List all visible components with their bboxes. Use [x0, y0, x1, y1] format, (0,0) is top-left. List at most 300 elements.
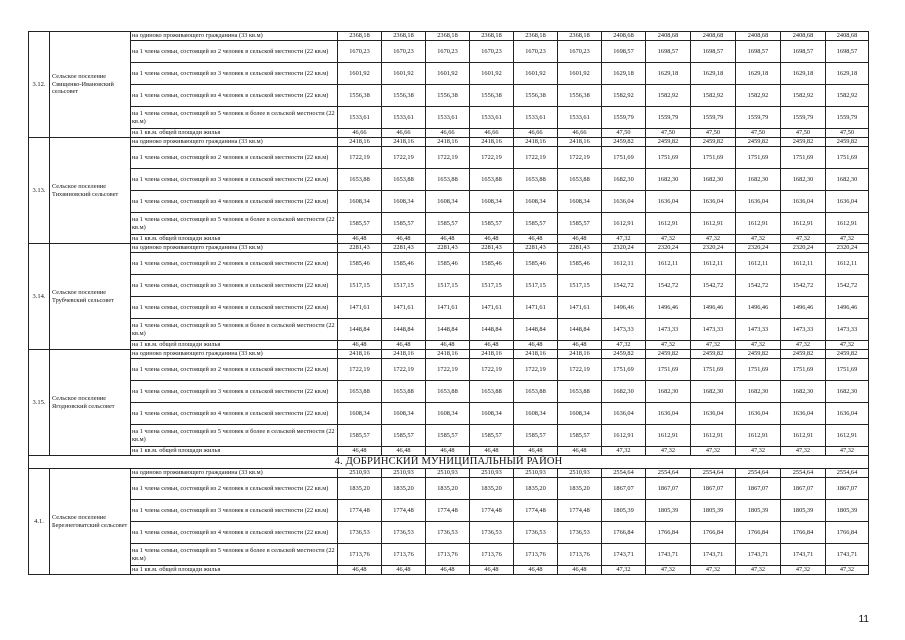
value-cell: 2459,82 — [736, 138, 781, 147]
value-cell: 1585,57 — [338, 213, 382, 235]
value-cell: 1559,79 — [646, 107, 691, 129]
value-cell: 1751,69 — [602, 147, 646, 169]
value-cell: 1556,38 — [382, 85, 426, 107]
value-cell: 1698,57 — [781, 41, 826, 63]
value-cell: 1682,30 — [781, 169, 826, 191]
table-row — [29, 522, 869, 544]
value-cell: 1585,57 — [558, 425, 602, 447]
row-description: на 1 члена семьи, состоящей из 3 человек в сельской местности (22 кв.м) — [131, 169, 338, 191]
value-cell: 1805,39 — [736, 500, 781, 522]
table-row — [29, 253, 869, 275]
value-cell: 2281,43 — [470, 244, 514, 253]
value-cell: 47,32 — [691, 235, 736, 244]
value-cell: 2459,82 — [602, 138, 646, 147]
value-cell: 47,32 — [691, 341, 736, 350]
value-cell: 1582,92 — [826, 85, 869, 107]
value-cell: 1736,53 — [470, 522, 514, 544]
row-description: на 1 члена семьи, состоящей из 3 человек в сельской местности (22 кв.м) — [131, 63, 338, 85]
value-cell: 47,50 — [691, 129, 736, 138]
value-cell: 1835,20 — [426, 478, 470, 500]
value-cell: 1601,92 — [470, 63, 514, 85]
value-cell: 1682,30 — [691, 381, 736, 403]
value-cell: 1805,39 — [691, 500, 736, 522]
value-cell: 46,66 — [558, 129, 602, 138]
value-cell: 1533,61 — [470, 107, 514, 129]
value-cell: 1867,07 — [602, 478, 646, 500]
value-cell: 2408,68 — [691, 32, 736, 41]
value-cell: 1636,04 — [826, 191, 869, 213]
value-cell: 2408,68 — [646, 32, 691, 41]
value-cell: 1736,53 — [426, 522, 470, 544]
value-cell: 1585,57 — [338, 425, 382, 447]
value-cell: 1582,92 — [691, 85, 736, 107]
value-cell: 1608,34 — [514, 191, 558, 213]
value-cell: 1713,76 — [470, 544, 514, 566]
value-cell: 1629,18 — [826, 63, 869, 85]
value-cell: 2418,16 — [382, 350, 426, 359]
value-cell: 46,48 — [470, 341, 514, 350]
value-cell: 1682,30 — [781, 381, 826, 403]
value-cell: 2554,64 — [691, 469, 736, 478]
value-cell: 1751,69 — [781, 147, 826, 169]
settlement-code: 4.1. — [29, 469, 50, 575]
value-cell: 46,48 — [470, 447, 514, 456]
value-cell: 1448,84 — [382, 319, 426, 341]
value-cell: 2418,16 — [514, 138, 558, 147]
value-cell: 1736,53 — [514, 522, 558, 544]
value-cell: 1751,69 — [602, 359, 646, 381]
value-cell: 1601,92 — [514, 63, 558, 85]
table-row — [29, 63, 869, 85]
value-cell: 2459,82 — [646, 138, 691, 147]
row-description: на 1 члена семьи, состоящей из 5 человек и более в сельской местности (22 кв.м) — [131, 213, 338, 235]
value-cell: 1722,19 — [470, 359, 514, 381]
value-cell: 1670,23 — [514, 41, 558, 63]
value-cell: 2459,82 — [826, 350, 869, 359]
value-cell: 1585,57 — [382, 213, 426, 235]
value-cell: 1636,04 — [781, 191, 826, 213]
value-cell: 47,50 — [646, 129, 691, 138]
value-cell: 1653,88 — [470, 381, 514, 403]
settlement-name: Сельское поселение Березнеговатский сельсовет — [50, 469, 131, 575]
value-cell: 1751,69 — [826, 147, 869, 169]
value-cell: 1698,57 — [736, 41, 781, 63]
value-cell: 46,66 — [382, 129, 426, 138]
value-cell: 47,32 — [691, 566, 736, 575]
value-cell: 1682,30 — [736, 381, 781, 403]
value-cell: 1517,15 — [470, 275, 514, 297]
value-cell: 47,50 — [736, 129, 781, 138]
value-cell: 1698,57 — [826, 41, 869, 63]
value-cell: 2320,24 — [646, 244, 691, 253]
value-cell: 1582,92 — [646, 85, 691, 107]
value-cell: 47,32 — [826, 235, 869, 244]
value-cell: 1766,84 — [691, 522, 736, 544]
value-cell: 1722,19 — [338, 147, 382, 169]
value-cell: 1517,15 — [426, 275, 470, 297]
value-cell: 1835,20 — [558, 478, 602, 500]
value-cell: 46,48 — [514, 566, 558, 575]
value-cell: 1629,18 — [646, 63, 691, 85]
value-cell: 1653,88 — [558, 381, 602, 403]
value-cell: 1766,84 — [736, 522, 781, 544]
value-cell: 47,50 — [602, 129, 646, 138]
value-cell: 1612,91 — [691, 425, 736, 447]
row-description: на 1 кв.м. общей площади жилья — [131, 235, 338, 244]
value-cell: 1448,84 — [338, 319, 382, 341]
value-cell: 1670,23 — [338, 41, 382, 63]
value-cell: 1743,71 — [646, 544, 691, 566]
row-description: на 1 кв.м. общей площади жилья — [131, 129, 338, 138]
value-cell: 1636,04 — [646, 403, 691, 425]
value-cell: 46,48 — [426, 447, 470, 456]
row-description: на 1 члена семьи, состоящей из 2 человек в сельской местности (22 кв.м) — [131, 147, 338, 169]
value-cell: 1471,61 — [514, 297, 558, 319]
row-description: на одиноко проживающего гражданина (33 кв.м) — [131, 350, 338, 359]
value-cell: 1835,20 — [470, 478, 514, 500]
value-cell: 1473,33 — [602, 319, 646, 341]
value-cell: 1766,84 — [826, 522, 869, 544]
value-cell: 1751,69 — [736, 359, 781, 381]
value-cell: 1542,72 — [736, 275, 781, 297]
value-cell: 1585,46 — [338, 253, 382, 275]
value-cell: 1774,48 — [470, 500, 514, 522]
settlement-name: Сельское поселение Тихвиновский сельсовет — [50, 138, 131, 244]
value-cell: 2320,24 — [602, 244, 646, 253]
value-cell: 2281,43 — [514, 244, 558, 253]
row-description: на 1 члена семьи, состоящей из 5 человек и более в сельской местности (22 кв.м) — [131, 425, 338, 447]
value-cell: 1471,61 — [426, 297, 470, 319]
value-cell: 1612,91 — [826, 213, 869, 235]
value-cell: 2320,24 — [781, 244, 826, 253]
value-cell: 1612,91 — [602, 425, 646, 447]
value-cell: 1805,39 — [781, 500, 826, 522]
value-cell: 1629,18 — [691, 63, 736, 85]
value-cell: 1636,04 — [781, 403, 826, 425]
value-cell: 47,32 — [781, 447, 826, 456]
value-cell: 1612,11 — [781, 253, 826, 275]
table-row — [29, 147, 869, 169]
value-cell: 1608,34 — [382, 403, 426, 425]
value-cell: 46,48 — [426, 341, 470, 350]
table-row — [29, 403, 869, 425]
value-cell: 1448,84 — [514, 319, 558, 341]
value-cell: 1636,04 — [736, 191, 781, 213]
value-cell: 1556,38 — [558, 85, 602, 107]
value-cell: 2418,16 — [382, 138, 426, 147]
value-cell: 46,48 — [558, 341, 602, 350]
value-cell: 1722,19 — [514, 359, 558, 381]
row-description: на 1 члена семьи, состоящей из 2 человек в сельской местности (22 кв.м) — [131, 359, 338, 381]
table-section-before-district — [29, 32, 869, 456]
value-cell: 1653,88 — [514, 169, 558, 191]
value-cell: 47,32 — [646, 447, 691, 456]
value-cell: 2418,16 — [426, 138, 470, 147]
value-cell: 1608,34 — [382, 191, 426, 213]
value-cell: 2368,18 — [382, 32, 426, 41]
value-cell: 1751,69 — [736, 147, 781, 169]
row-description: на 1 члена семьи, состоящей из 3 человек в сельской местности (22 кв.м) — [131, 275, 338, 297]
value-cell: 1751,69 — [646, 359, 691, 381]
value-cell: 2418,16 — [558, 138, 602, 147]
value-cell: 47,50 — [826, 129, 869, 138]
value-cell: 1612,91 — [826, 425, 869, 447]
value-cell: 1653,88 — [382, 381, 426, 403]
value-cell: 1805,39 — [646, 500, 691, 522]
value-cell: 2418,16 — [558, 350, 602, 359]
value-cell: 47,32 — [736, 341, 781, 350]
value-cell: 1612,11 — [736, 253, 781, 275]
value-cell: 1473,33 — [826, 319, 869, 341]
value-cell: 1636,04 — [691, 403, 736, 425]
value-cell: 2281,43 — [558, 244, 602, 253]
value-cell: 46,48 — [426, 566, 470, 575]
value-cell: 1612,11 — [646, 253, 691, 275]
value-cell: 1542,72 — [602, 275, 646, 297]
value-cell: 1608,34 — [558, 403, 602, 425]
value-cell: 46,66 — [426, 129, 470, 138]
value-cell: 1496,46 — [691, 297, 736, 319]
value-cell: 46,48 — [470, 235, 514, 244]
value-cell: 1722,19 — [338, 359, 382, 381]
value-cell: 1471,61 — [558, 297, 602, 319]
settlement-name: Сельское поселение Трубчевский сельсовет — [50, 244, 131, 350]
value-cell: 46,48 — [558, 566, 602, 575]
value-cell: 1582,92 — [736, 85, 781, 107]
value-cell: 1653,88 — [426, 381, 470, 403]
table-row — [29, 341, 869, 350]
value-cell: 1582,92 — [602, 85, 646, 107]
value-cell: 47,32 — [646, 341, 691, 350]
value-cell: 2408,68 — [736, 32, 781, 41]
value-cell: 1751,69 — [781, 359, 826, 381]
value-cell: 1585,57 — [470, 425, 514, 447]
value-cell: 1542,72 — [826, 275, 869, 297]
value-cell: 47,32 — [602, 235, 646, 244]
value-cell: 1612,91 — [781, 213, 826, 235]
value-cell: 1559,79 — [602, 107, 646, 129]
value-cell: 1743,71 — [736, 544, 781, 566]
value-cell: 47,32 — [736, 447, 781, 456]
value-cell: 1751,69 — [646, 147, 691, 169]
value-cell: 1517,15 — [514, 275, 558, 297]
value-cell: 1496,46 — [826, 297, 869, 319]
tariff-table — [28, 31, 869, 575]
page-number: 11 — [858, 614, 869, 625]
value-cell: 1670,23 — [558, 41, 602, 63]
value-cell: 46,48 — [382, 235, 426, 244]
table-row — [29, 359, 869, 381]
row-description: на 1 члена семьи, состоящей из 2 человек в сельской местности (22 кв.м) — [131, 253, 338, 275]
value-cell: 1751,69 — [691, 147, 736, 169]
table-row — [29, 297, 869, 319]
value-cell: 47,32 — [826, 447, 869, 456]
value-cell: 47,32 — [781, 341, 826, 350]
table-row — [29, 500, 869, 522]
table-row — [29, 319, 869, 341]
table-row — [29, 235, 869, 244]
value-cell: 46,48 — [558, 447, 602, 456]
row-description: на 1 кв.м. общей площади жилья — [131, 447, 338, 456]
value-cell: 1448,84 — [426, 319, 470, 341]
value-cell: 1751,69 — [826, 359, 869, 381]
value-cell: 1805,39 — [826, 500, 869, 522]
value-cell: 2368,18 — [426, 32, 470, 41]
value-cell: 1533,61 — [558, 107, 602, 129]
value-cell: 2554,64 — [781, 469, 826, 478]
value-cell: 1471,61 — [338, 297, 382, 319]
value-cell: 1682,30 — [602, 169, 646, 191]
settlement-name: Сельское поселение Ягодновский сельсовет — [50, 350, 131, 456]
value-cell: 1585,57 — [382, 425, 426, 447]
value-cell: 1835,20 — [382, 478, 426, 500]
value-cell: 1612,91 — [602, 213, 646, 235]
value-cell: 1473,33 — [736, 319, 781, 341]
value-cell: 1736,53 — [338, 522, 382, 544]
value-cell: 46,48 — [470, 566, 514, 575]
row-description: на 1 члена семьи, состоящей из 5 человек и более в сельской местности (22 кв.м) — [131, 544, 338, 566]
value-cell: 1629,18 — [781, 63, 826, 85]
value-cell: 1612,11 — [826, 253, 869, 275]
value-cell: 1774,48 — [514, 500, 558, 522]
value-cell: 1608,34 — [338, 403, 382, 425]
table-row — [29, 469, 869, 478]
value-cell: 1612,91 — [736, 213, 781, 235]
value-cell: 2510,93 — [338, 469, 382, 478]
row-description: на 1 члена семьи, состоящей из 5 человек и более в сельской местности (22 кв.м) — [131, 319, 338, 341]
value-cell: 1867,07 — [826, 478, 869, 500]
value-cell: 1612,91 — [646, 425, 691, 447]
value-cell: 1496,46 — [602, 297, 646, 319]
value-cell: 1835,20 — [514, 478, 558, 500]
value-cell: 2281,43 — [426, 244, 470, 253]
value-cell: 2418,16 — [514, 350, 558, 359]
value-cell: 1585,46 — [514, 253, 558, 275]
value-cell: 2408,68 — [602, 32, 646, 41]
value-cell: 2510,93 — [558, 469, 602, 478]
value-cell: 1556,38 — [470, 85, 514, 107]
value-cell: 1608,34 — [338, 191, 382, 213]
value-cell: 2368,18 — [470, 32, 514, 41]
value-cell: 1559,79 — [691, 107, 736, 129]
value-cell: 46,48 — [382, 566, 426, 575]
value-cell: 1542,72 — [691, 275, 736, 297]
value-cell: 1722,19 — [514, 147, 558, 169]
value-cell: 1743,71 — [602, 544, 646, 566]
value-cell: 1713,76 — [382, 544, 426, 566]
row-description: на 1 члена семьи, состоящей из 4 человек в сельской местности (22 кв.м) — [131, 522, 338, 544]
value-cell: 2459,82 — [602, 350, 646, 359]
row-description: на 1 кв.м. общей площади жилья — [131, 566, 338, 575]
value-cell: 1533,61 — [338, 107, 382, 129]
table-row — [29, 275, 869, 297]
value-cell: 1743,71 — [781, 544, 826, 566]
value-cell: 1559,79 — [826, 107, 869, 129]
value-cell: 1533,61 — [514, 107, 558, 129]
value-cell: 1653,88 — [338, 169, 382, 191]
value-cell: 46,48 — [338, 566, 382, 575]
value-cell: 1608,34 — [470, 191, 514, 213]
table-section-after-district — [29, 469, 869, 575]
value-cell: 1774,48 — [426, 500, 470, 522]
value-cell: 1608,34 — [514, 403, 558, 425]
value-cell: 2320,24 — [736, 244, 781, 253]
value-cell: 1556,38 — [514, 85, 558, 107]
table-row — [29, 138, 869, 147]
value-cell: 2368,18 — [514, 32, 558, 41]
value-cell: 1471,61 — [382, 297, 426, 319]
table-row — [29, 169, 869, 191]
value-cell: 1612,11 — [691, 253, 736, 275]
value-cell: 1601,92 — [426, 63, 470, 85]
value-cell: 2281,43 — [382, 244, 426, 253]
value-cell: 1601,92 — [382, 63, 426, 85]
value-cell: 1608,34 — [558, 191, 602, 213]
value-cell: 1682,30 — [736, 169, 781, 191]
value-cell: 1542,72 — [646, 275, 691, 297]
value-cell: 47,32 — [736, 235, 781, 244]
value-cell: 2554,64 — [646, 469, 691, 478]
value-cell: 1766,84 — [646, 522, 691, 544]
value-cell: 2510,93 — [426, 469, 470, 478]
value-cell: 46,48 — [558, 235, 602, 244]
value-cell: 1682,30 — [602, 381, 646, 403]
value-cell: 1448,84 — [470, 319, 514, 341]
value-cell: 1612,91 — [736, 425, 781, 447]
value-cell: 1517,15 — [558, 275, 602, 297]
table-row — [29, 350, 869, 359]
value-cell: 46,48 — [338, 235, 382, 244]
settlement-code: 3.15. — [29, 350, 50, 456]
district-heading-row — [29, 456, 869, 469]
value-cell: 2459,82 — [736, 350, 781, 359]
value-cell: 1585,57 — [558, 213, 602, 235]
value-cell: 1636,04 — [602, 403, 646, 425]
row-description: на 1 кв.м. общей площади жилья — [131, 341, 338, 350]
value-cell: 2368,18 — [338, 32, 382, 41]
row-description: на 1 члена семьи, состоящей из 4 человек в сельской местности (22 кв.м) — [131, 297, 338, 319]
value-cell: 1612,91 — [691, 213, 736, 235]
value-cell: 2459,82 — [781, 138, 826, 147]
settlement-code: 3.14. — [29, 244, 50, 350]
value-cell: 1653,88 — [514, 381, 558, 403]
value-cell: 1542,72 — [781, 275, 826, 297]
value-cell: 1653,88 — [558, 169, 602, 191]
value-cell: 2418,16 — [470, 350, 514, 359]
value-cell: 2320,24 — [691, 244, 736, 253]
row-description: на 1 члена семьи, состоящей из 5 человек и более в сельской местности (22 кв.м) — [131, 107, 338, 129]
value-cell: 47,32 — [602, 341, 646, 350]
value-cell: 1736,53 — [382, 522, 426, 544]
value-cell: 1722,19 — [382, 147, 426, 169]
value-cell: 1612,91 — [646, 213, 691, 235]
value-cell: 2459,82 — [691, 138, 736, 147]
value-cell: 1766,84 — [602, 522, 646, 544]
value-cell: 1556,38 — [338, 85, 382, 107]
value-cell: 1556,38 — [426, 85, 470, 107]
value-cell: 1713,76 — [426, 544, 470, 566]
value-cell: 46,66 — [470, 129, 514, 138]
value-cell: 1612,11 — [602, 253, 646, 275]
table-row — [29, 425, 869, 447]
value-cell: 2418,16 — [426, 350, 470, 359]
table-row — [29, 85, 869, 107]
value-cell: 1713,76 — [514, 544, 558, 566]
value-cell: 1653,88 — [470, 169, 514, 191]
value-cell: 1585,46 — [558, 253, 602, 275]
value-cell: 1559,79 — [781, 107, 826, 129]
row-description: на одиноко проживающего гражданина (33 кв.м) — [131, 469, 338, 478]
